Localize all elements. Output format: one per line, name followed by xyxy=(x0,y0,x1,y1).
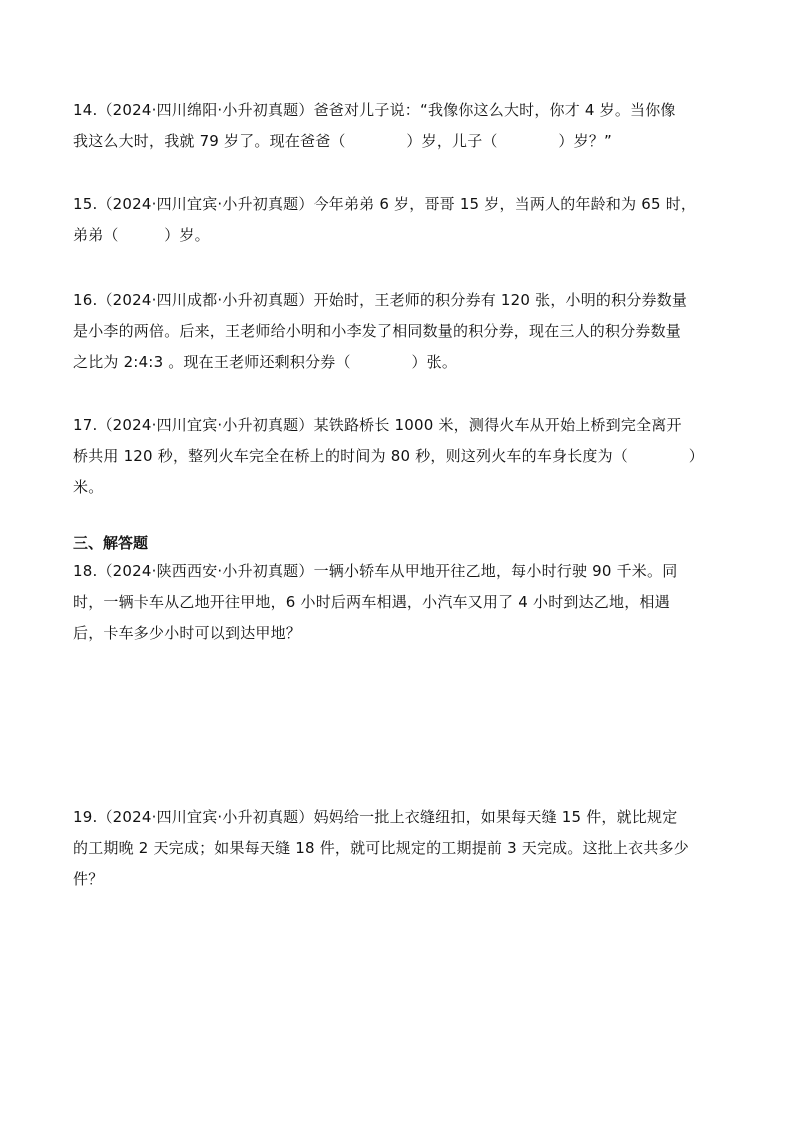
question-19-line-3: 件？ xyxy=(73,870,104,888)
question-16-line-3: 之比为 2:4:3 。现在王老师还剩积分券（ ）张。 xyxy=(73,353,458,371)
question-18 xyxy=(73,556,723,649)
question-17-line-1: 17.（2024·四川宜宾·小升初真题）某铁路桥长 1000 米，测得火车从开始上桥到完全离开 xyxy=(73,416,682,434)
question-17-line-3: 米。 xyxy=(73,478,104,496)
question-17 xyxy=(73,410,723,503)
question-17-line-2: 桥共用 120 秒，整列火车完全在桥上的时间为 80 秒，则这列火车的车身长度为（ ） xyxy=(73,447,704,465)
question-18-line-1: 18.（2024·陕西西安·小升初真题）一辆小轿车从甲地开往乙地，每小时行驶 90 千米。同 xyxy=(73,562,678,580)
question-18-line-3: 后，卡车多少小时可以到达甲地？ xyxy=(73,624,302,642)
question-15-line-2: 弟弟（ ）岁。 xyxy=(73,226,210,244)
question-15 xyxy=(73,189,723,251)
question-14 xyxy=(73,95,723,157)
section-heading: 三、解答题 xyxy=(73,534,149,552)
question-16-line-1: 16.（2024·四川成都·小升初真题）开始时，王老师的积分券有 120 张，小明的积分券数量 xyxy=(73,291,688,309)
question-16-line-2: 是小李的两倍。后来，王老师给小明和小李发了相同数量的积分券，现在三人的积分券数量 xyxy=(73,322,682,340)
question-15-line-1: 15.（2024·四川宜宾·小升初真题）今年弟弟 6 岁，哥哥 15 岁，当两人的年龄和为 65 时， xyxy=(73,195,697,213)
question-16 xyxy=(73,285,723,378)
question-14-line-1: 14.（2024·四川绵阳·小升初真题）爸爸对儿子说：“我像你这么大时，你才 4 岁。当你像 xyxy=(73,101,676,119)
question-19 xyxy=(73,802,723,895)
question-19-line-1: 19.（2024·四川宜宾·小升初真题）妈妈给一批上衣缝纽扣，如果每天缝 15 件，就比规定 xyxy=(73,808,678,826)
question-18-line-2: 时，一辆卡车从乙地开往甲地，6 小时后两车相遇，小汽车又用了 4 小时到达乙地，相遇 xyxy=(73,593,670,611)
question-19-line-2: 的工期晚 2 天完成；如果每天缝 18 件，就可比规定的工期提前 3 天完成。这批上衣共多少 xyxy=(73,839,689,857)
question-14-line-2: 我这么大时，我就 79 岁了。现在爸爸（ ）岁，儿子（ ）岁？” xyxy=(73,132,612,150)
